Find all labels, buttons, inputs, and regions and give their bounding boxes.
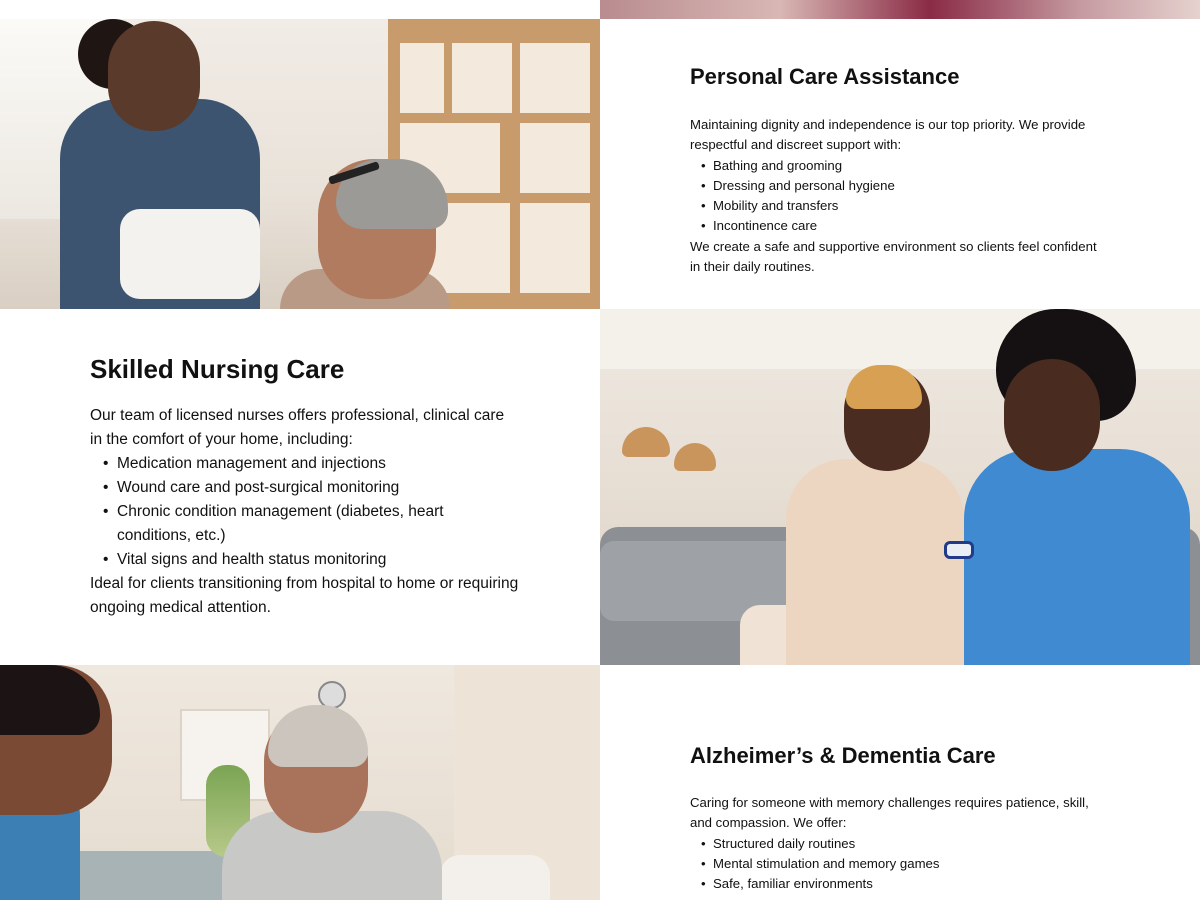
skilled-nursing-body: [90, 404, 520, 620]
skilled-nursing-outro: Ideal for clients transitioning from hospital to home or requiring ongoing medical attention.: [90, 575, 519, 616]
list-item: • Vital signs and health status monitoring: [117, 548, 520, 572]
dementia-care-section: [690, 665, 1120, 900]
personal-care-section: [690, 19, 1120, 309]
personal-care-intro: Maintaining dignity and independence is our top priority. We provide respectful and discreet support with:: [690, 117, 1086, 153]
list-item: • Chronic condition management (diabetes, heart conditions, etc.): [117, 500, 520, 548]
list-item: • Mobility and transfers: [713, 196, 1110, 216]
skilled-nursing-heading: Skilled Nursing Care: [90, 354, 345, 384]
list-item: • Dressing and personal hygiene: [713, 176, 1110, 196]
list-item: • Safe, familiar environments: [713, 874, 1110, 894]
personal-care-list: [690, 156, 1110, 237]
nurse-senior-conversation-photo: [0, 665, 600, 900]
list-item: • Structured daily routines: [713, 834, 1110, 854]
personal-care-outro: We create a safe and supportive environment so clients feel confident in their daily routines.: [690, 238, 1097, 275]
caregiver-grooming-photo: [0, 19, 600, 309]
personal-care-heading: Personal Care Assistance: [690, 64, 960, 89]
personal-care-body: [690, 115, 1110, 277]
dementia-care-heading: Alzheimer’s & Dementia Care: [690, 743, 996, 768]
list-item: • Medication management and injections: [117, 452, 520, 476]
previous-section-photo: [600, 0, 1200, 19]
dementia-care-list: [690, 834, 1110, 895]
list-item: • Mental stimulation and memory games: [713, 854, 1110, 874]
nurse-oximeter-photo: [600, 309, 1200, 665]
list-item: • Bathing and grooming: [713, 156, 1110, 176]
list-item: • Wound care and post-surgical monitoring: [117, 476, 520, 500]
skilled-nursing-section: [90, 309, 520, 665]
dementia-care-body: [690, 793, 1110, 894]
top-spacer: [0, 0, 600, 19]
dementia-care-intro: Caring for someone with memory challenges requires patience, skill, and compassion. We offer:: [690, 795, 1089, 831]
skilled-nursing-list: [90, 452, 520, 572]
skilled-nursing-intro: Our team of licensed nurses offers professional, clinical care in the comfort of your home, including:: [90, 407, 505, 448]
list-item: • Incontinence care: [713, 216, 1110, 236]
